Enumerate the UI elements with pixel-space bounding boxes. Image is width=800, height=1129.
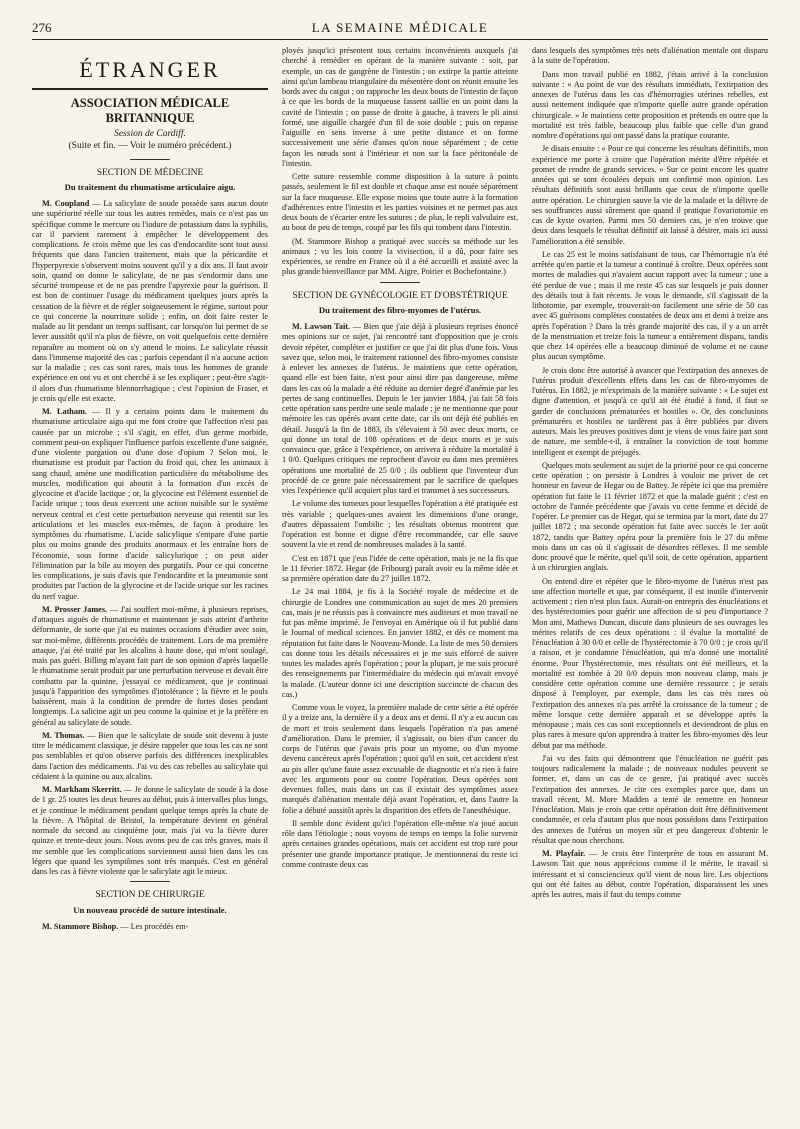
speaker-name: M. Thomas. [42,730,85,740]
paragraph [532,849,768,900]
speaker-name: M. Lawson Tait. [292,322,351,332]
paragraph: Cette suture ressemble comme disposition à la suture à points passés, seulement le fil est double et chaque anse est nouée séparément sur la face muqueuse. Elle expose moins que toute autre à la formation d'adhérences entre l'intestin et les parties voisines et ne permet pas aux deux bouts de s'écarter entre les sutures ; de plus, le repli valvulaire est, au bout de peu de temps, coupé par les fils qui tombent dans l'intestin. [282,172,518,233]
paragraph: Il semble donc évident qu'ici l'opération elle-même n'a joué aucun rôle dans l'étiologie ; nous voyons de temps en temps la folie survenir après certaines grandes opérations, mais cet accident est trop rare pour présenter une grande importance pratique. Je mentionnerai du reste ici comme contraste deux cas [282,818,518,869]
paragraph: On entend dire et répéter que le fibro-myome de l'utérus n'est pas une affection mortelle et que, par conséquent, il est inutile d'intervenir activement ; rien n'est plus faux. Aurait-on entrepris des énucléations et des hystérectomies pour guérir une affection de si peu d'importance ? Mon ami, Mathews Duncan, discute dans plusieurs de ses ouvrages les mérites relatifs de ces deux opérations : il évalue la mortalité de l'énucléation à 30 0/0 et celle de l'hystérectomie à 70 0/0 ; je crois qu'il a raison, et je condamne l'énucléation, qui m'a donné une mortalité énorme. Pour l'hystérectomie, mes résultats ont été meilleurs, et la mortalité est tombée à 20 0/0 depuis mon nouveau clamp, mais je considère cette opération comme une dernière ressource ; je serais disposé à l'employer, par exemple, dans les cas très rares où l'extirpation des annexes n'a pas arrêté la croissance de la tumeur ; de même lorsque cette dernière apparaît et se développe après la ménopause ; mais ces cas sont exceptionnels et deviendront de plus en plus rares à mesure qu'on apprendra à traiter les fibro-myomes dès leur début par ma méthode. [532,576,768,750]
paragraph-text: — J'ai souffert moi-même, à plusieurs reprises, d'attaques aiguës de rhumatisme et maintenant je suis atteint d'arthrite déformante, de sorte que j'ai eu maintes occasions d'étudier avec soin, sur moi-même, différents procédés de traitement. Lors de ma première attaque, j'ai été traité par les alcalins à haute dose, qui m'ont soulagé, mais pas guéri. Billing m'ayant fait part de son opinion d'après laquelle le rhumatisme serait produit par une perturbation nerveuse et devait être combattu par la quinine, j'essayai ce médicament, que je continuai jusqu'à l'apparition des symptômes d'intolérance ; la fièvre et le pouls baissèrent, mais à la condition de prendre de fortes doses pendant longtemps. La salicine agit un peu comme la quinine et je la préfère en général au salicylate de soude. [32,604,268,727]
paragraph-text: — Je crois être l'interprète de tous en assurant M. Lawson Tait que nous apprécions comme il le mérite, le travail si intéressant et si consciencieux qu'il vient de nous lire. Les objections qui ont été faites au début, contre l'opération, disparaissent les unes après les autres, mais il faut du temps comme [532,849,768,899]
paragraph: Comme vous le voyez, la première malade de cette série a été opérée il y a treize ans, la dernière il y a deux ans et demi. Il n'y a eu aucun cas de mort et trois seulement dans lesquels l'opération n'a pas amené d'amélioration. Dans le premier, il s'agissait, ou bien d'un cancer du corps de l'utérus que j'avais pris pour un myome, ou d'un myome devenu cancéreux après l'opération ; quoi qu'il en soit, cet accident n'est au pis aller qu'une faute assez excusable de diagnostic et n'a rien à faire avec les arguments pour ou contre l'opération. Deux opérées sont devenues folles, mais dans un cas il existait des symptômes assez marqués d'aliénation mentale déjà avant l'opération, et, dans l'autre la folie a débuté aussitôt après la disparition des effets de l'anesthésique. [282,703,518,815]
divider [380,282,420,283]
column-1 [32,46,268,1111]
running-head [32,20,768,40]
paragraph-text: — Il y a certains points dans le traitement du rhumatisme articulaire aigu qui me font croire que l'affection n'est pas causée par un microbe ; s'il s'agit, en effet, d'un germe morbide, comment peut-on expliquer l'influence parfois excellente d'une saignée, d'une violente purgation ou d'une dose d'opium ? Selon moi, le rhumatisme est produit par l'action du froid qui, chez les animaux à sang chaud, amène une modification particulière du métabolisme des muscles, modification qui aboutit à la formation d'un excès de glycocine et d'acide lactique ; or, la glycocine est l'élément essentiel de l'acide urique ; tous deux exercent une action nuisible sur le système nerveux central et c'est cette perturbation nerveuse qui retentit sur les articulations et les muscles eux-mêmes, de façon à produire les symptômes du rhumatisme. L'acide salicylique s'empare d'une partie plus ou moins grande des produits anormaux et les entraîne hors de l'économie, sous forme d'acide salicylurique ; on peut aider l'élimination par la bile au moyen des purgatifs. Pour ce qui concerne les complications, je suis d'avis que l'endocardite et la pneumonie sont produites par l'action de la glycocine et de l'acide urique sur les racines du nerf vague. [32,407,268,601]
paragraph [282,322,518,496]
speaker-name: M. Prosser James. [42,604,108,614]
surgery-topic: Un nouveau procédé de suture intestinale. [73,905,227,916]
speaker-name: M. Stammore Bishop. [42,921,119,931]
session-line: Session de Cardiff. [114,128,186,139]
paragraph: Dans mon travail publié en 1882, j'étais arrivé à la conclusion suivante : « Au point de vue des résultats immédiats, l'extirpation des annexes de l'utérus dans les cas d'hémorragies utérines rebelles, est aussi nettement indiquée que n'importe quelle autre grande opération chirurgicale. » Je maintiens cette proposition et prétends en outre que la mortalité est très faible, beaucoup plus faible que celle d'un grand nombre d'opérations qui ont passé dans la pratique courante. [532,69,768,140]
paragraph-text: — Bien que le salicylate de soude soit devenu à juste titre le médicament classique, je désire rappeler que tous les cas ne sont pas semblables et qu'on observe parfois des différences inexplicables dans l'action des médicaments. J'ai vu des cas rebelles au salicylate qui cédaient à la quinine ou aux alcalins. [32,730,268,781]
paragraph [32,785,268,877]
speaker-name: M. Playfair. [542,849,586,858]
gynecology-section-heading: SECTION DE GYNÉCOLOGIE ET D'OBSTÉTRIQUE [292,290,508,301]
paragraph-text: — Je donne le salicylate de soude à la dose de 1 gr. 25 toutes les deux heures au début, puis à intervalles plus longs, et je continue le médicament pendant quelque temps après la chute de la fièvre. A l'hôpital de Bristol, la température devient en général normale du second au cinquième jour, mais j'ai vu la fièvre durer quinze et trente-deux jours. Nous avons peu de cas très graves, mais il me semble que les complications surviennent aussi bien dans les cas légers que quand les symptômes sont très marqués. C'est en général dans les cas à fièvre violente que le salicylate agit le mieux. [32,785,268,877]
column-2 [282,46,518,1111]
paragraph: (M. Stammore Bishop a pratiqué avec succès sa méthode sur les animaux ; vu les lois contre la vivisection, il a dû, pour faire ses expériences, se rendre en France où il a été accueilli et assisté avec la plus grande bienveillance par MM. Aigre, Poirier et Bochefontaine.) [282,236,518,277]
speaker-name: M. Coupland [42,199,90,209]
paragraph: J'ai vu des faits qui démontrent que l'énucléation ne guérit pas toujours radicalement la malade ; de nouveaux nodules peuvent se former, et, dans un cas de ce genre, j'ai pratiqué avec succès l'extirpation des annexes. Je cite ces exemples parce que, dans un travail récent, M. More Madden a tenté de remettre en honneur l'énucléation. Mais je crois que cette opération doit être définitivement condamnée, et cela d'autant plus que nous possédons dans l'extirpation des annexes de l'utérus un moyen sûr et peu dangereux d'obtenir le résultat que nous cherchons. [532,753,768,845]
paragraph: Quelques mots seulement au sujet de la priorité pour ce qui concerne cette opération ; on persiste à Londres à vouloir me priver de cet honneur en faveur de Hegar ou de Battey. Je répète ici que ma première opération fut faite le 11 février 1872 et que la malade guérit ; c'est en octobre de l'année précédente que j'avais vu cette femme et décidé de l'opérer. Le premier cas de Hegar, qui se termina par la mort, date du 27 juillet 1872 ; ma seconde opération fut faite avec succès le 1er août 1872, tandis que Battey opéra pour la première fois le 27 du même mois dans un cas où il s'agissait de désordres réflexes. Il me semble donc prouvé que le mérite, quel qu'il soit, de cette opération, appartient à un chirurgien anglais. [532,460,768,573]
paragraph [32,731,268,782]
paragraph-text: — Bien que j'aie déjà à plusieurs reprises énoncé mes opinions sur ce sujet, j'ai rencontré tant d'opposition que je crois devoir répéter, compléter et justifier ce que j'ai dit plus d'une fois. Vous savez que, selon moi, le traitement rationnel des fibro-myomes consiste à enlever les annexes de l'utérus. Je maintiens que cette opération, quand elle est bien faite, n'est pour ainsi dire pas dangereuse, même dans les cas où la malade a été réduite au dernier degré d'anémie par les pertes de sang continuelles. Depuis le 1er janvier 1884, j'ai fait 58 fois cette opération sans perdre une seule malade ; je ne mentionne que pour mémoire les cas opérés avant cette date, car ils ont déjà été publiés en détail. Jusqu'à la fin de 1883, ils s'élevaient à 50 avec deux morts, ce qui donne un total de 108 opérations et de deux morts et je suis convaincu que, grâce à l'expérience, on arrivera à réduire la mortalité à 1 0/0. Quelques critiques me reprochent d'avoir eu dans mes premières opérations une mortalité de 25 0/0 ; ils oublient que l'inventeur d'un procédé de ce genre paie nécessairement par le sacrifice de quelques vies l'expérience qu'il acquiert plus tard et transmet à ses successeurs. [282,322,518,496]
paragraph: Le cas 25 est le moins satisfaisant de tous, car l'hémorragie n'a été arrêtée qu'en partie et la tumeur a continué à croître. Deux opérées sont mortes de maladies qui n'avaient aucun rapport avec la tumeur ; une a été perdue de vue ; mais il me reste 45 cas sur lesquels je puis donner des détails tout à fait récents. Je vous le demande, s'il s'agissait de la lithotomie, par exemple, trouverait-on facilement une série de 50 cas avec 45 guérisons complètes constatées de deux ans et demi à treize ans après l'opération ? Dans la très grande majorité des cas, il y a un arrêt de la menstruation et treize fois la tumeur a entièrement disparu, tandis que chez 14 opérées elle a beaucoup diminué de volume et ne cause plus aucun symptôme. [532,249,768,362]
paragraph [32,199,268,404]
page-number: 276 [32,20,52,35]
paragraph-text: — Les procédés em- [120,921,189,931]
section-title: ÉTRANGER [32,56,268,90]
paragraph: Je crois donc être autorisé à avancer que l'extirpation des annexes de l'utérus produit d'excellents effets dans les cas de fibro-myomes de l'utérus. En 1882, je m'exprimais de la manière suivante : « Le sujet est digne d'attention, et jusqu'à ce qu'il ait été étudié à fond, il faut se garder de conclusions prématurées et hostiles ». Or, des conclusions prématurées et hostiles ne tardèrent pas à être publiées par divers auteurs. Mais les preuves positives dont je viens de vous faire part sont de nature, me semble-t-il, à entraîner la conviction de tout homme intelligent et exempt de préjugés. [532,365,768,457]
paragraph: Je disais ensuite : « Pour ce qui concerne les résultats définitifs, mon expérience me porte à croire que l'opération mérite d'être répétée et promet de rendre de grands services. » Sur ce point encore les quatre années qui se sont écoulées depuis ont confirmé mon opinion. Les résultats définitifs sont aussi brillants que ceux de n'importe quelle autre opération. Le chirurgien sauve la vie de la malade et la délivre de ses souffrances aussi sûrement que quand il pratique l'ovariotomie en cas de kyste ovarien. Parmi mes 50 derniers cas, je n'en trouve que deux dans lesquels le résultat définitif ait laissé à désirer, mais ici aussi l'amélioration a été sensible. [532,144,768,246]
article-columns [32,46,768,1111]
paragraph: ployés jusqu'ici présentent tous certains inconvénients auxquels j'ai cherché à remédier en opérant de la manière suivante : soit, par exemple, un cas de gangrène de l'intestin ; on extirpe la partie atteinte ainsi qu'un lambeau triangulaire du mésentère dont on réunit ensuite les bords avec du catgut ; on rapproche les deux bouts de l'intestin de façon à ce que les bords de la muqueuse fassent saillie en un point dans la cavité de l'intestin ; on passe de droite à gauche, à travers le pli ainsi formé, une aiguille chargée d'un fil de soie double ; puis on repasse l'aiguille en sens inverse à une petite distance et on forme successivement une série d'anses qu'on noue séparément ; de cette façon les nœuds sont à l'intérieur et non sur la face péritonéale de l'intestin. [282,46,518,168]
paragraph: Le 24 mai 1884, je fis à la Société royale de médecine et de chirurgie de Londres une communication au sujet de mes 20 premiers cas, mais je ne réussis pas à convaincre mes auditeurs et mon travail ne fut pas même imprimé. Je l'envoyai en Amérique où il fut publié dans le Journal of medical sciences. En janvier 1882, et dès ce moment ma réputation fut faite dans le Nouveau-Monde. La liste de mes 50 derniers cas donne tous les détails nécessaires et je me suis efforcé de suivre toutes les malades après l'opération ; pour la plupart, je me suis procuré des renseignements par l'intermédiaire du médecin qui m'avait envoyé la malade. (L'auteur donne ici une description succincte de chacun des cas.) [282,587,518,699]
association-title: ASSOCIATION MÉDICALE BRITANNIQUE [70,95,230,126]
paragraph [32,605,268,728]
medicine-section-heading: SECTION DE MÉDECINE [96,167,204,178]
divider [130,881,170,882]
paragraph: dans lesquels des symptômes très nets d'aliénation mentale ont disparu à la suite de l'opération. [532,46,768,66]
continuation-note: (Suite et fin. — Voir le numéro précédent.) [68,140,232,151]
column-3 [532,46,768,1111]
speaker-name: M. Markham Skerritt. [42,785,122,795]
surgery-section-heading: SECTION DE CHIRURGIE [95,890,205,901]
paragraph [32,922,268,932]
paragraph [32,407,268,602]
medicine-topic: Du traitement du rhumatisme articulaire aigu. [64,182,236,193]
gynecology-topic: Du traitement des fibro-myomes de l'utérus. [318,305,482,316]
divider [130,159,170,160]
paragraph: C'est en 1871 que j'eus l'idée de cette opération, mais je ne la fis que le 11 février 1872. Hegar (de Fribourg) paraît avoir eu la même idée et sa première opération date du 27 juillet 1872. [282,553,518,584]
paragraph-text: — La salicylate de soude possède sans aucun doute une supériorité réelle sur tous les autres remèdes, mais ce n'est pas un spécifique comme le mercure ou l'iodure de potassium dans la syphilis, car il parvient rarement à empêcher le développement des complications. Je crois même que les cas d'endocardite sont tout aussi fréquents que dans l'ancien traitement, mais que la péricardite et l'hyperpyrexie s'observent moins souvent qu'il y a dix ans. Il faut avoir soin, quand on donne le salicylate, de ne pas s'endormir dans une sécurité trompeuse et de ne pas prendre l'apyrexie pour la guérison. Il est bon de continuer l'usage du médicament quelques jours après la cessation de la fièvre et de régler soigneusement le régime, surtout pour ce qui concerne la nourriture solide ; enfin, on doit faire rester le malade au lit pendant un temps suffisant, car lorsqu'on lui permet de se lever aussitôt qu'il n'a plus de fièvre, on voit quelquefois cette dernière reparaître au moment où on s'y attend le moins. Le salicylate réussit dans l'immense majorité des cas ; parfois cependant il n'a aucune action sur la maladie ; ces cas sont rares, mais tous les hommes de grande expérience en ont vu et ont cherché à se les expliquer ; peut-être s'agit-il alors d'un rhumatisme blennorrhagique ; c'est l'opinion de Fraser, et je crois qu'elle est exacte. [32,199,268,403]
paragraph: Le volume des tumeurs pour lesquelles l'opération a été pratiquée est très variable ; quelques-unes avaient les dimensions d'une orange, d'autres dépassaient l'ombilic ; les résultats obtenus montrent que l'opération est bonne et digne d'être recommandée, car elle sauve souvent la vie et rend de nombreuses malades à la santé. [282,499,518,550]
journal-title: LA SEMAINE MÉDICALE [311,20,489,35]
speaker-name: M. Latham. [42,407,87,417]
